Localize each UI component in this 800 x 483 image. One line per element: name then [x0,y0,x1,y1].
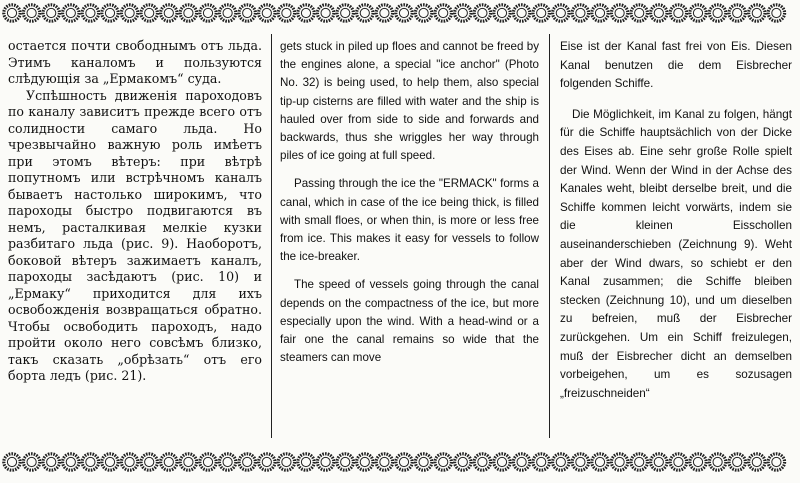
ornament-ring [768,454,784,470]
russian-paragraph: остается почти свободнымъ отъ льда. Этимъ каналомъ и пользуются слѣдующія за „Ермакомъ“ суда. [8,38,262,86]
ornament-ring [23,5,39,21]
ornament-ring [611,454,627,470]
ornament-ring [553,454,569,470]
ornament-ring [435,5,451,21]
ornament-ring [494,5,510,21]
ornament-ring [161,454,177,470]
ornament-ring [513,454,529,470]
ornament-ring [161,5,177,21]
ornament-ring [317,454,333,470]
ornament-ring [259,5,275,21]
ornament-ring [376,454,392,470]
ornament-ring [670,5,686,21]
ornament-ring [200,5,216,21]
ornament-ring [513,5,529,21]
ornament-ring [749,454,765,470]
german-paragraph: Die Möglichkeit, im Kanal zu folgen, hängt für die Schiffe hauptsächlich von der Dicke des Eises ab. Eine sehr große Rolle spielt der Wind. Wenn der Wind in der Achse des Kanales weht, bleibt derselbe breit, und die Schiffe kommen leicht vorwärts, indem sie die kleinen Eisschollen auseinanderschieben (Zeichnung 9). Weht aber der Wind dwars, so schiebt er den Kanal zusammen; die Schiffe bleiben stecken (Zeichnung 10), und um dieselben zu befreien, muß der Eisbrecher zurückgehen. Um ein Schiff freizulegen, muß der Eisbrecher dicht an demselben vorbeigehen, um es sozusagen „freizuschneiden“ [560,107,792,400]
ornament-ring [337,454,353,470]
ornament-ring [651,5,667,21]
ornament-ring [709,454,725,470]
ornament-ring [102,5,118,21]
ornament-ring [651,454,667,470]
ornament-ring [82,454,98,470]
ornament-ring [180,5,196,21]
ornament-ring [435,454,451,470]
ornament-ring [376,5,392,21]
ornament-ring [690,454,706,470]
english-column [280,38,539,436]
ornament-ring [121,454,137,470]
german-column [560,38,792,436]
ornament-ring [43,454,59,470]
ornament-ring [455,454,471,470]
ornament-ring [239,454,255,470]
english-paragraph: gets stuck in piled up floes and cannot be freed by the engines alone, a special "ice anchor" (Photo No. 32) is being used, to help them, also special tip-up cisterns are filled with water and the ship is hauled over from side to side and forwards and backwards, thus she wriggles her way through piles of ice going at full speed. [280,40,539,163]
ornament-ring [219,454,235,470]
ornament-ring [709,5,725,21]
ornament-ring [553,5,569,21]
ornament-ring [533,454,549,470]
russian-column [8,38,262,436]
ornament-ring [572,454,588,470]
ornament-ring [415,5,431,21]
column-divider [549,34,550,438]
english-paragraph: The speed of vessels going through the canal depends on the compactness of the ice, but more especially upon the wind. With a head-wind or a fair one the canal remains so wide that the steamers can move [280,278,539,365]
english-paragraph: Passing through the ice the "ERMACK" forms a canal, which in case of the ice being thick, is filled with small floes, or when thin, is more or less free from ice. This makes it easy for vessels to follow the ice-breaker. [280,177,539,264]
ornament-ring [239,5,255,21]
ornament-ring [278,454,294,470]
ornament-ring [572,5,588,21]
ornament-ring [23,454,39,470]
ornament-ring [729,454,745,470]
ornament-ring [592,454,608,470]
ornament-border-bottom [0,451,800,473]
ornament-ring [357,5,373,21]
ornament-ring [474,454,490,470]
ornament-ring [631,454,647,470]
ornament-ring [611,5,627,21]
ornament-ring [43,5,59,21]
ornament-ring [631,5,647,21]
ornament-rings-bottom [0,451,800,473]
ornament-rings-top [0,2,800,24]
ornament-ring [121,5,137,21]
german-paragraph: Eise ist der Kanal fast frei von Eis. Diesen Kanal benutzen die dem Eisbrecher folgenden Schiffe. [560,40,792,91]
column-divider [271,34,272,438]
ornament-ring [63,454,79,470]
ornament-ring [141,5,157,21]
russian-paragraph: Успѣшность движенія пароходовъ по каналу зависитъ прежде всего отъ солидности самаго льда. Но чрезвычайно важную роль имѣетъ при этомъ вѣтеръ: при вѣтрѣ попутномъ или встрѣчномъ каналъ бываетъ настолько широкимъ, что пароходы быстро подвигаются въ немъ, расталкивая мелкіе кузки разбитаго льда (рис. 9). Наоборотъ, боковой вѣтеръ зажимаетъ каналъ, пароходы засѣдаютъ (рис. 10) и „Ермаку“ приходится для ихъ освобожденія возвращаться обратно. Чтобы освободить пароходъ, надо пройти около него совсѣмъ близко, такъ сказать „обрѣзать“ отъ его борта ледъ (рис. 21). [8,87,262,383]
ornament-ring [357,454,373,470]
ornament-ring [455,5,471,21]
ornament-ring [4,5,20,21]
ornament-ring [219,5,235,21]
ornament-ring [337,5,353,21]
ornament-ring [415,454,431,470]
ornament-ring [278,5,294,21]
ornament-ring [396,5,412,21]
ornament-ring [729,5,745,21]
ornament-ring [396,454,412,470]
ornament-ring [63,5,79,21]
ornament-ring [768,5,784,21]
ornament-ring [494,454,510,470]
ornament-ring [200,454,216,470]
ornament-ring [298,5,314,21]
ornament-ring [592,5,608,21]
ornament-ring [670,454,686,470]
ornament-ring [141,454,157,470]
ornament-ring [259,454,275,470]
ornament-ring [298,454,314,470]
ornament-ring [533,5,549,21]
ornament-ring [180,454,196,470]
ornament-ring [102,454,118,470]
ornament-border-top [0,2,800,24]
ornament-ring [690,5,706,21]
ornament-ring [317,5,333,21]
ornament-ring [749,5,765,21]
ornament-ring [82,5,98,21]
ornament-ring [474,5,490,21]
ornament-ring [4,454,20,470]
